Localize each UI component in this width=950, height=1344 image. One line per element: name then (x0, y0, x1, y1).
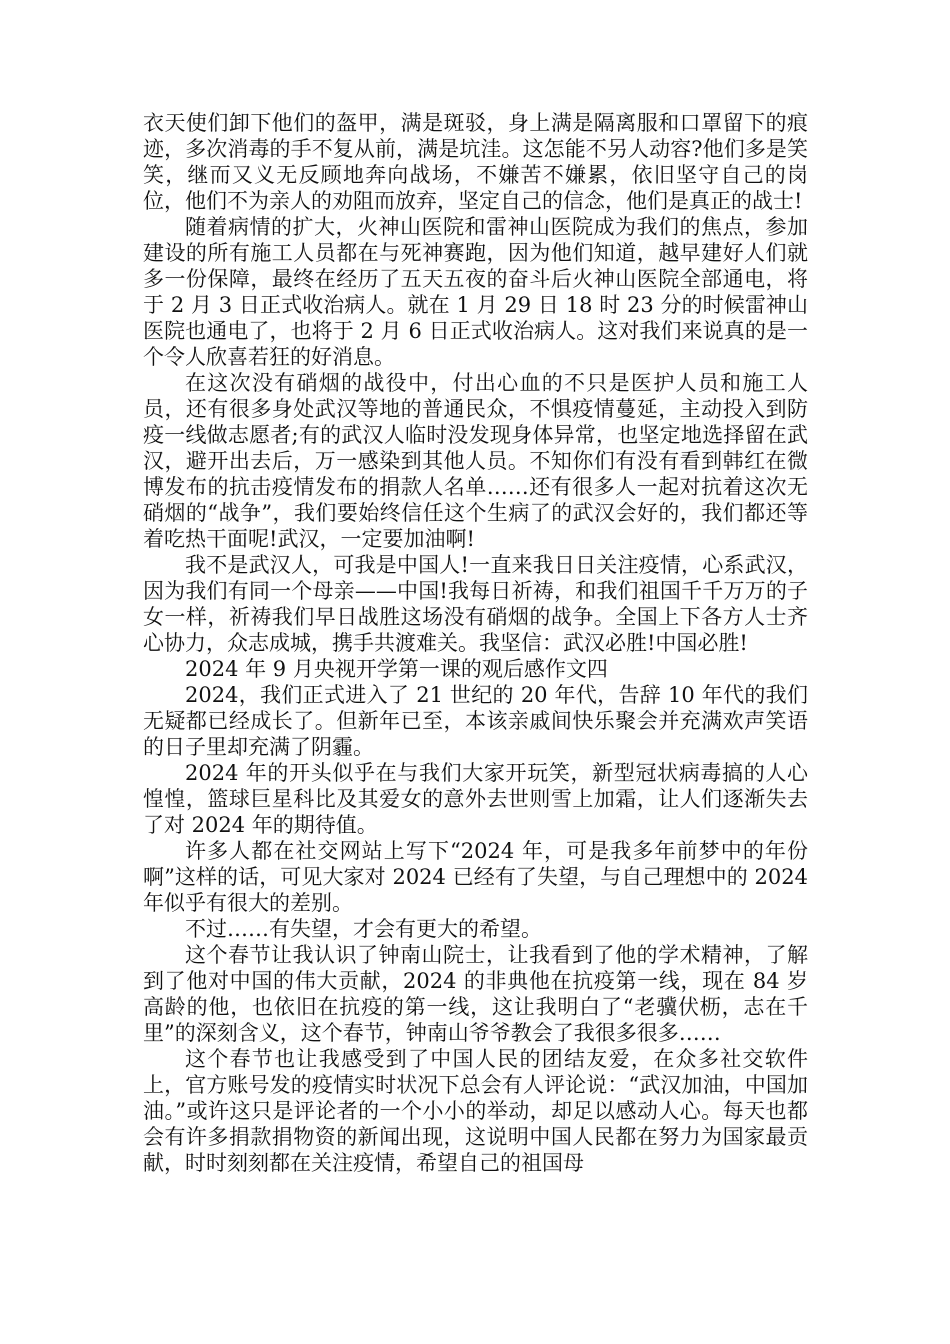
paragraph-1: 衣天使们卸下他们的盔甲，满是斑驳，身上满是隔离服和口罩留下的痕迹，多次消毒的手不复从前，满是坑洼。这怎能不另人动容?他们多是笑笑，继而又义无反顾地奔向战场，不嫌苦不嫌累，依旧坚守自己的岗位，他们不为亲人的劝阻而放弃，坚定自己的信念，他们是真正的战士! (143, 111, 808, 213)
paragraph-10: 这个春节也让我感受到了中国人民的团结友爱，在众多社交软件上，官方账号发的疫情实时状况下总会有人评论说：“武汉加油，中国加油。”或许这只是评论者的一个小小的举动，却足以感动人心。每天也都会有许多捐款捐物资的新闻出现，这说明中国人民都在努力为国家最贡献，时时刻刻都在关注疫情，希望自己的祖国母 (143, 1047, 808, 1175)
paragraph-6: 2024 年的开头似乎在与我们大家开玩笑，新型冠状病毒搞的人心惶惶，篮球巨星科比及其爱女的意外去世则雪上加霜，让人们逐渐失去了对 2024 年的期待值。 (143, 761, 808, 837)
paragraph-4: 我不是武汉人，可我是中国人!一直来我日日关注疫情，心系武汉，因为我们有同一个母亲——中国!我每日祈祷，和我们祖国千千万万的子女一样，祈祷我们早日战胜这场没有硝烟的战争。全国上下各方人士齐心协力，众志成城，携手共渡难关。我坚信：武汉必胜!中国必胜! (143, 553, 808, 655)
document-page (143, 110, 808, 1176)
section-heading: 2024 年 9 月央视开学第一课的观后感作文四 (185, 657, 608, 681)
paragraph-2: 随着病情的扩大，火神山医院和雷神山医院成为我们的焦点，参加建设的所有施工人员都在与死神赛跑，因为他们知道，越早建好人们就多一份保障，最终在经历了五天五夜的奋斗后火神山医院全部通电，将于 2 月 3 日正式收治病人。就在 1 月 29 日 18 时 23 分的时候雷神山医院也通电了，也将于 2 月 6 日正式收治病人。这对我们来说真的是一个令人欣喜若狂的好消息。 (143, 215, 808, 369)
paragraph-9: 这个春节让我认识了钟南山院士，让我看到了他的学术精神，了解到了他对中国的伟大贡献，2024 的非典他在抗疫第一线，现在 84 岁高龄的他，也依旧在抗疫的第一线，这让我明白了“老骥伏枥，志在千里”的深刻含义，这个春节，钟南山爷爷教会了我很多很多…… (143, 943, 808, 1045)
paragraph-5: 2024，我们正式进入了 21 世纪的 20 年代，告辞 10 年代的我们无疑都已经成长了。但新年已至，本该亲戚间快乐聚会并充满欢声笑语的日子里却充满了阴霾。 (143, 683, 808, 759)
paragraph-7: 许多人都在社交网站上写下“2024 年，可是我多年前梦中的年份啊”这样的话，可见大家对 2024 已经有了失望，与自己理想中的 2024 年似乎有很大的差别。 (143, 839, 808, 915)
paragraph-8: 不过……有失望，才会有更大的希望。 (185, 917, 542, 941)
paragraph-3: 在这次没有硝烟的战役中，付出心血的不只是医护人员和施工人员，还有很多身处武汉等地的普通民众，不惧疫情蔓延，主动投入到防疫一线做志愿者;有的武汉人临时没发现身体异常，也坚定地选择留在武汉，避开出去后，万一感染到其他人员。不知你们有没有看到韩红在微博发布的抗击疫情发布的捐款人名单……还有很多人一起对抗着这次无硝烟的“战争”，我们要始终信任这个生病了的武汉会好的，我们都还等着吃热干面呢!武汉，一定要加油啊! (143, 371, 808, 551)
